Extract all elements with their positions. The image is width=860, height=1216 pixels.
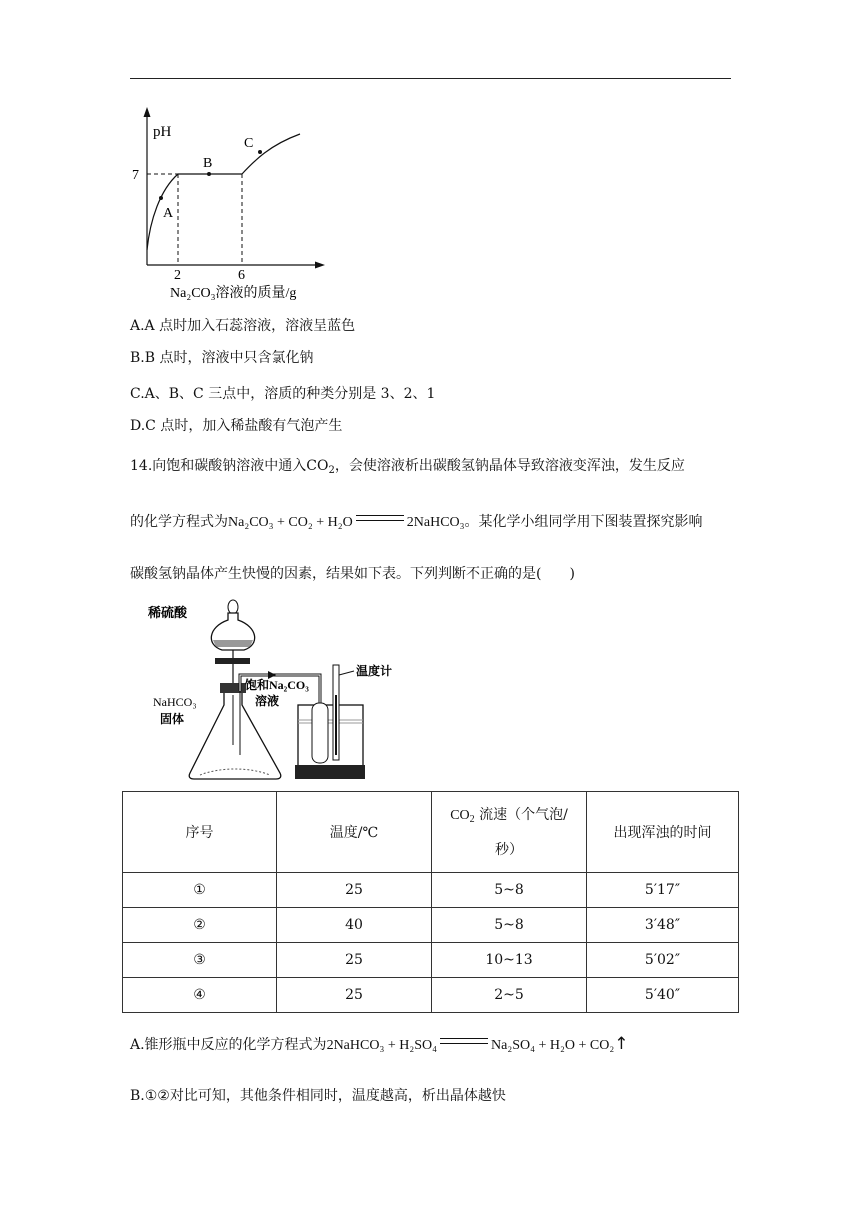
- solution-label-1: 饱和Na₂CO₃: [245, 678, 309, 692]
- solid-label-2: 固体: [160, 712, 185, 726]
- header-cell: 出现浑浊的时间: [587, 792, 739, 873]
- header-cell: 序号: [123, 792, 277, 873]
- q14-line-2-suffix: 。某化学小组同学用下图装置探究影响: [464, 514, 703, 530]
- q14-line-1-prefix: 14.向饱和碳酸钠溶液中通入CO: [130, 458, 329, 474]
- point-b-label: B: [203, 156, 213, 171]
- table-cell: ①: [123, 873, 277, 908]
- heater-base-icon: [295, 765, 365, 779]
- header-cell: 温度/℃: [277, 792, 432, 873]
- table-cell: ④: [123, 978, 277, 1013]
- option-14-b: B.①②对比可知，其他条件相同时，温度越高，析出晶体越快: [130, 1088, 506, 1104]
- q14-line-2-prefix: 的化学方程式为: [130, 514, 228, 530]
- q14-eq-left: Na₂CO₃ + CO₂ + H₂O: [228, 515, 353, 530]
- header-co2-line1: 流速（个气泡/: [479, 806, 568, 823]
- table-cell: 5′17″: [587, 873, 739, 908]
- table-cell: 5′40″: [587, 978, 739, 1013]
- results-table: [122, 791, 739, 1013]
- apparatus-diagram: [140, 595, 410, 785]
- thermometer-label: 温度计: [356, 664, 393, 678]
- option-13-c: C.A、B、C 三点中，溶质的种类分别是 3、2、1: [130, 386, 436, 402]
- y-axis-label: pH: [153, 124, 172, 140]
- x-axis-arrow: [315, 262, 325, 269]
- option-14-a: [130, 1034, 628, 1056]
- flask-stopper-icon: [220, 683, 246, 693]
- table-cell: ②: [123, 908, 277, 943]
- ph-curve: [147, 134, 300, 250]
- beaker-icon: [298, 705, 363, 771]
- table-cell: 5~8: [432, 873, 587, 908]
- q14-eq-right: 2NaHCO₃: [406, 515, 465, 530]
- x-tick-2: 2: [174, 268, 181, 283]
- q14-line-1: 14.向饱和碳酸钠溶液中通入$CO_2$，会使溶液析出碳酸氢钠晶体导致溶液变浑浊，发生反应: [130, 458, 685, 476]
- option-a-prefix: A.锥形瓶中反应的化学方程式为: [130, 1037, 327, 1053]
- table-cell: 10~13: [432, 943, 587, 978]
- x-axis-label: Na₂CO₃溶液的质量/g: [170, 286, 297, 301]
- equals-sign-icon: [440, 1038, 488, 1044]
- q14-line-3: 碳酸氢钠晶体产生快慢的因素，结果如下表。下列判断不正确的是( ): [130, 566, 575, 582]
- funnel-stopper-icon: [228, 600, 238, 614]
- y-axis-arrow: [144, 107, 151, 117]
- header-rule: [130, 78, 731, 79]
- table-cell: 25: [277, 943, 432, 978]
- y-tick-7: 7: [132, 168, 139, 183]
- stopcock-icon: [215, 658, 250, 664]
- table-row: [123, 943, 739, 978]
- option-13-a: A.A 点时加入石蕊溶液，溶液呈蓝色: [130, 318, 356, 334]
- ph-chart: [130, 105, 350, 305]
- gas-arrow-icon: ↑: [614, 1034, 629, 1054]
- header-co2-line2: 秒）: [495, 841, 523, 858]
- table-cell: ③: [123, 943, 277, 978]
- point-b: [207, 172, 211, 176]
- table-cell: 5~8: [432, 908, 587, 943]
- header-cell-co2: $CO_2$ 流速（个气泡/ 秒）: [432, 792, 587, 873]
- option-13-d: D.C 点时，加入稀盐酸有气泡产生: [130, 418, 343, 434]
- table-row: [123, 873, 739, 908]
- solution-label-2: 溶液: [255, 694, 280, 708]
- solid-label-1: NaHCO₃: [153, 695, 197, 709]
- point-c-label: C: [244, 136, 254, 151]
- table-cell: 2~5: [432, 978, 587, 1013]
- test-tube-icon: [312, 703, 328, 763]
- q14-line-2: [130, 512, 703, 533]
- option-13-b: B.B 点时，溶液中只含氯化钠: [130, 350, 314, 366]
- point-a-label: A: [163, 206, 174, 221]
- table-row: [123, 978, 739, 1013]
- point-a: [159, 196, 163, 200]
- acid-label: 稀硫酸: [148, 605, 188, 620]
- table-cell: 5′02″: [587, 943, 739, 978]
- option-a-eq-right: Na₂SO₄ + H₂O + CO₂: [491, 1038, 615, 1053]
- x-tick-6: 6: [238, 268, 245, 283]
- table-row: [123, 908, 739, 943]
- point-c: [258, 150, 262, 154]
- option-a-eq-left: 2NaHCO₃ + H₂SO₄: [326, 1038, 437, 1053]
- equals-sign-icon: [356, 515, 404, 521]
- q14-line-1-suffix: ，会使溶液析出碳酸氢钠晶体导致溶液变浑浊，发生反应: [334, 458, 685, 474]
- table-cell: 25: [277, 873, 432, 908]
- table-cell: 3′48″: [587, 908, 739, 943]
- table-cell: 40: [277, 908, 432, 943]
- table-header-row: [123, 792, 739, 873]
- table-cell: 25: [277, 978, 432, 1013]
